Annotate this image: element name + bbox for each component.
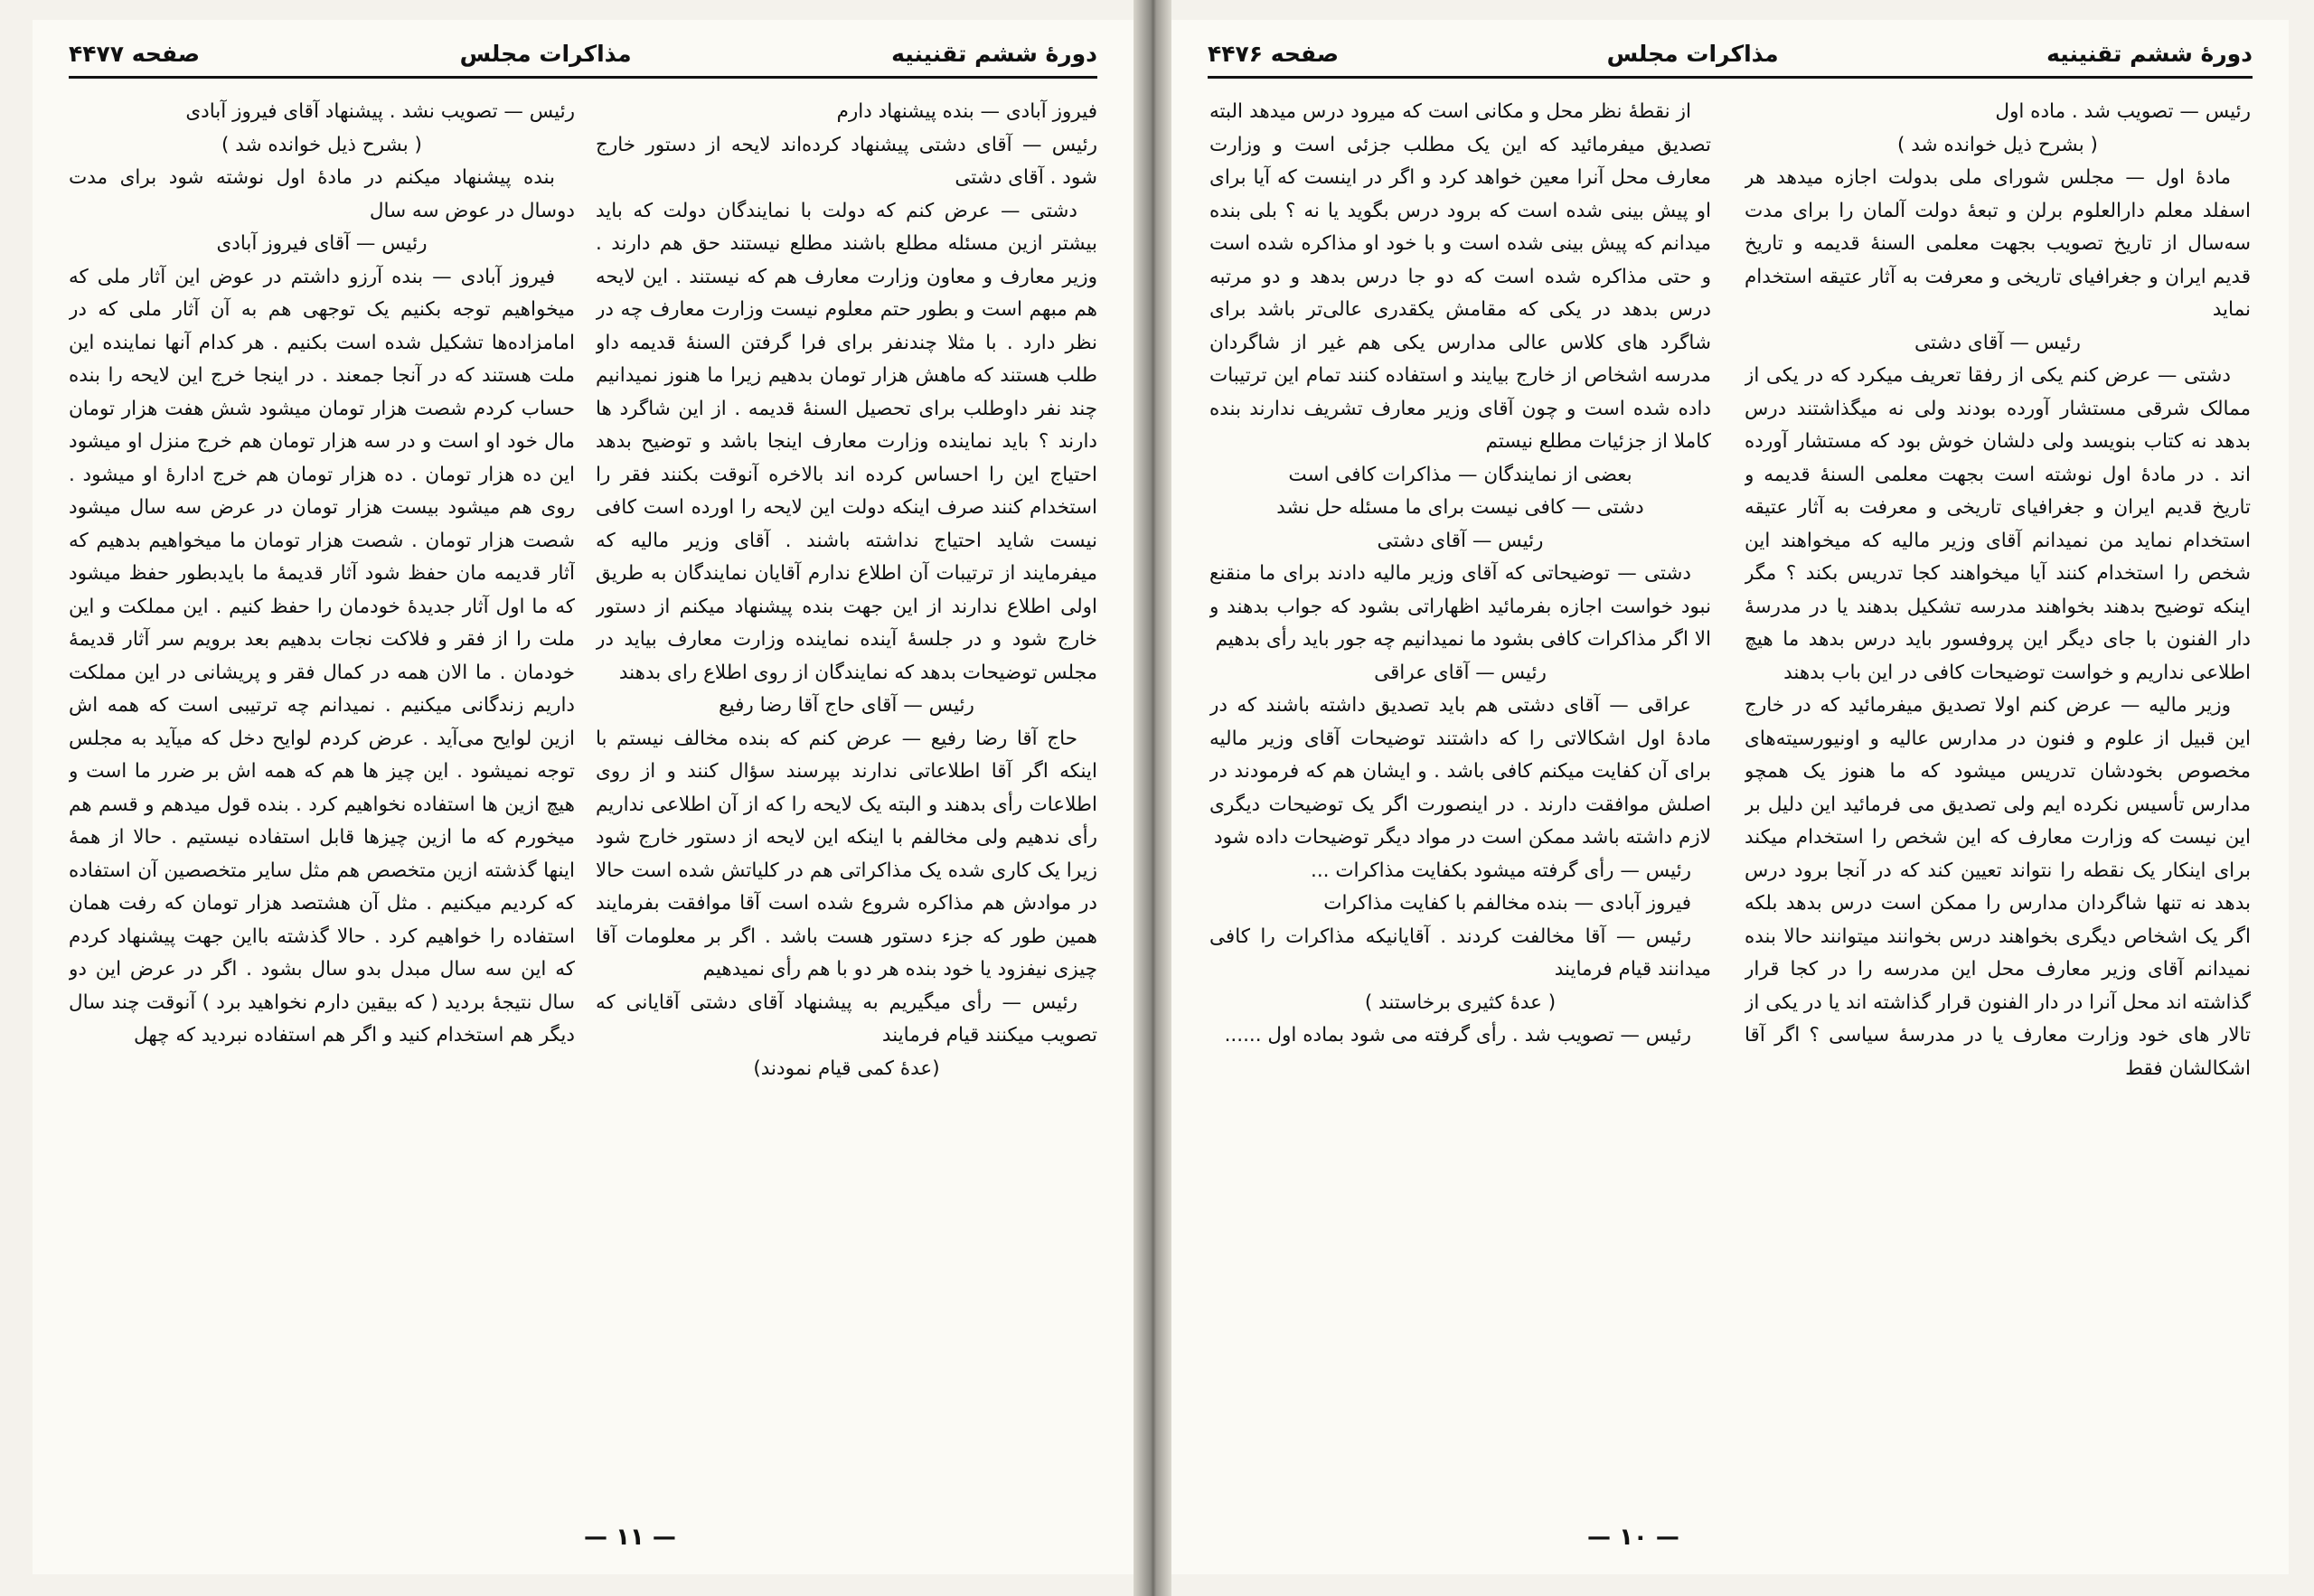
paragraph: (عدهٔ کمی قیام نمودند) xyxy=(753,1056,940,1080)
left-page-folio: — ۱۱ — xyxy=(584,1524,676,1551)
paragraph: دشتی — کافی نیست برای ما مسئله حل نشد xyxy=(1276,496,1644,519)
paragraph: ( بشرح ذیل خوانده شد ) xyxy=(1897,133,2098,156)
right-page-right-column xyxy=(1745,96,2251,1502)
paragraph: رئیس — آقای حاج آقا رضا رفیع xyxy=(719,694,974,717)
paragraph: رئیس — آقای دشتی xyxy=(1377,529,1544,552)
paragraph: دشتی — عرض کنم که دولت با نمایندگان دولت که باید بیشتر ازین مسئله مطلع باشند مطلع نیستند حق هم دارند . وزیر معارف و معاون وزارت معارف هم که نیستند . این لایحه هم مبهم است و بطور حتم معلوم نیست وزارت معارف چه در نظر دارد . با مثلا چندنفر برای فرا گرفتن السنهٔ قدیمه داو طلب هستند که ماهش هزار تومان بدهیم زیرا ما هنوز نمیدانیم چند نفر داوطلب برای تحصیل السنهٔ قدیمه . از این شاگرد ها دارند ؟ باید نماینده وزارت معارف اینجا باشد و توضیح بدهد احتیاج این را احساس کرده اند بالاخره آنوقت بکنند فقر را استخدام کنند صرف اینکه دولت این لایحه را اورده است کافی نیست شاید احتیاج نداشته باشند . آقای وزیر مالیه که میفرمایند از ترتیبات آن اطلاع ندارم آقایان نمایندگان به طریق اولی اطلاع ندارند از این جهت بنده پیشنهاد میکنم از دستور خارج شود و در جلسهٔ آینده نماینده وزارت معارف بیاید در مجلس توضیحات بدهد که نمایندگان از روی اطلاع رای بدهند xyxy=(596,199,1097,684)
paragraph: وزیر مالیه — عرض کنم اولا تصدیق میفرمائید که در خارج این قبیل از علوم و فنون در مدارس عالیه و اونیورسیته‌های مخصوص بخودشان تدریس میشود که ما هنوز یک همچو مدارس تأسیس نکرده ایم ولی تصدیق می فرمائید این دلیل بر این نیست که وزارت معارف که این شخص را استخدام میکند برای اینکار یک نقطه را نتواند تعیین کند که در آنجا برود درس بدهد نه تنها شاگردان مدارس را ممکن است درس بدهد بلکه اگر یک اشخاص دیگری بخواهند درس بخوانند میتوانند حالا بنده نمیدانم آقای وزیر معارف محل این مدرسه را در کجا قرار گذاشته اند محل آنرا در دار الفنون قرار گذاشته اند یا در یکی از تالار های خود وزارت معارف یا در مدرسهٔ سیاسی ؟ اگر آقا اشکالشان فقط xyxy=(1745,694,2251,1080)
paragraph: رئیس — رأی گرفته میشود بکفایت مذاکرات ... xyxy=(1310,859,1691,882)
paragraph: رئیس — آقای دشتی پیشنهاد کرده‌اند لایحه از دستور خارج شود . آقای دشتی xyxy=(596,133,1097,189)
left-header-rule xyxy=(69,76,1097,79)
right-header-rule xyxy=(1208,76,2253,79)
book-gutter xyxy=(1133,0,1171,1596)
right-header-title: مذاکرات مجلس xyxy=(1606,40,1779,67)
paragraph: رئیس — آقای عراقی xyxy=(1374,661,1547,684)
paragraph: از نقطهٔ نظر محل و مکانی است که میرود درس میدهد البته تصدیق میفرمائید که این یک مطلب جزئی است و وزارت معارف محل آنرا معین خواهد کرد و اگر در اینست که آیا برای او پیش بینی شده است که برود درس بگوید یا نه ؟ بلی بنده میدانم که پیش بینی شده است و با خود او مذاکره شده است و حتی مذاکره شده است که دو جا درس بدهد و دو مرتبه درس بدهد در یکی که مقامش یکقدری عالی‌تر باشد برای شاگرد های کلاس عالی مدارس یکی هم غیر از شاگردان مدرسه اشخاص از خارج بیایند و استفاده کنند تمام این ترتیبات داده شده است و چون آقای وزیر معارف تشریف ندارند بنده کاملا از جزئیات مطلع نیستم xyxy=(1209,100,1711,453)
right-page xyxy=(1171,20,2289,1574)
left-page-left-column xyxy=(69,96,575,1502)
right-page-left-column xyxy=(1209,96,1711,1502)
paragraph: رئیس — رأی میگیریم به پیشنهاد آقای دشتی آقایانی که تصویب میکنند قیام فرمایند xyxy=(596,990,1097,1047)
paragraph: دشتی — عرض کنم یکی از رفقا تعریف میکرد که در یکی از ممالک شرقی مستشار آورده بودند ولی نه میگذاشتند درس بدهد نه کتاب بنویسد ولی دلشان خوش بود که مستشار آورده اند . در مادهٔ اول نوشته است بجهت معلمی السنهٔ قدیمه و تاریخ قدیم ایران و جغرافیای تاریخی و معرفت به آثار عتیقه استخدام نماید من نمیدانم آقای وزیر مالیه که میخواهند این شخص را استخدام کنند آیا میخواهند کجا تدریس بکند ؟ مگر اینکه توضیح بدهند بخواهند مدرسه تشکیل بدهند یا در مدرسهٔ دار الفنون با جای دیگر این پروفسور باید درس بدهد ما هیچ اطلاعی نداریم و خواست توضیحات کافی در این باب بدهند xyxy=(1745,364,2251,684)
paragraph: رئیس — تصویب نشد . پیشنهاد آقای فیروز آبادی xyxy=(185,100,575,123)
right-page-header xyxy=(1208,33,2253,74)
paragraph: ( بشرح ذیل خوانده شد ) xyxy=(221,133,422,156)
right-header-session: دورهٔ ششم تقنینیه xyxy=(2046,40,2253,67)
paragraph: رئیس — آقای دشتی xyxy=(1914,331,2081,354)
paragraph: رئیس — تصویب شد . ماده اول xyxy=(1995,100,2251,123)
paragraph: فیروز آبادی — بنده مخالفم با کفایت مذاکرات xyxy=(1323,892,1691,915)
paragraph: رئیس — آقای فیروز آبادی xyxy=(216,232,428,255)
paragraph: دشتی — توضیحاتی که آقای وزیر مالیه دادند برای ما منقنع نبود خواست اجازه بفرمائید اظهاراتی بشود که جواب بدهند و الا اگر مذاکرات کافی بشود ما نمیدانیم چه جور باید رأی بدهیم xyxy=(1209,562,1711,651)
right-page-folio: — ۱۰ — xyxy=(1587,1524,1679,1551)
paragraph: ( عدهٔ کثیری برخاستند ) xyxy=(1364,990,1557,1014)
right-header-page-number: صفحه ۴۴۷۶ xyxy=(1208,40,1340,67)
paragraph: مادهٔ اول — مجلس شورای ملی بدولت اجازه میدهد هر اسفلد معلم دارالعلوم برلن و تبعهٔ دولت آلمان را برای مدت سه‌سال از تاریخ تصویب بجهت معلمی السنهٔ قدیمه و تاریخ قدیم ایران و جغرافیای تاریخی و معرفت به آثار عتیقه استخدام نماید xyxy=(1745,166,2251,321)
paragraph: فیروز آبادی — بنده پیشنهاد دارم xyxy=(836,100,1097,123)
left-page xyxy=(33,20,1133,1574)
left-page-right-column xyxy=(596,96,1097,1502)
paragraph: رئیس — تصویب شد . رأی گرفته می شود بماده اول ...... xyxy=(1224,1024,1691,1047)
paragraph: بنده پیشنهاد میکنم در مادهٔ اول نوشته شود برای مدت دوسال در عوض سه سال xyxy=(69,166,575,222)
left-page-header xyxy=(69,33,1097,74)
paragraph: فیروز آبادی — بنده آرزو داشتم در عوض این آثار ملی که میخواهیم توجه بکنیم یک توجهی هم به آن آثار ملی که در امامزاده‌ها تشکیل شده است بکنیم . هر کدام آنها نماینده این ملت هستند که در آنجا جمعند . در اینجا خرج این لایحه را بنده حساب کردم شصت هزار تومان میشود شش هفت هزار تومان مال خود او است و در سه هزار تومان هم خرج منزل او میشود این ده هزار تومان . ده هزار تومان هم خرج ادارهٔ او میشود . روی هم میشود بیست هزار تومان در عرض سه سال میشود شصت هزار تومان . شصت هزار تومان ما میخواهیم بدهیم که آثار قدیمه مان حفظ شود آثار قدیمهٔ ما بایدبطور حفظ میشود که ما اول آثار جدیدهٔ خودمان را حفظ کنیم . این مملکت و این ملت را از فقر و فلاکت نجات بدهیم بعد برویم سر آثار قدیمهٔ خودمان . ما الان همه در کمال فقر و پریشانی در این مملکت داریم زندگانی میکنیم . نمیدانم چه ترتیبی است که همه اش ازین لوایح می‌آید . عرض کردم لوایح دخل که میآید به مجلس توجه نمیشود . این چیز ها هم که همه اش بر ضرر ما است و هیچ ازین ها استفاده نخواهیم کرد . بنده قول میدهم و قسم هم میخورم که ما ازین چیزها قابل استفاده نیستیم . حالا از همهٔ اینها گذشته ازین متخصص هم مثل سایر متخصصین آن استفاده که کردیم میکنیم . مثل آن هشتصد هزار تومان که رفت همان استفاده را خواهیم کرد . حالا گذشته بااین جهت پیشنهاد کردم که این سه سال مبدل بدو سال بشود . اگر در عرض این دو سال نتیجهٔ بردید ( که بیقین دارم نخواهید برد ) آنوقت چند سال دیگر هم استخدام کنید و اگر هم استفاده نبردید که چهل xyxy=(69,265,575,1047)
paragraph: بعضی از نمایندگان — مذاکرات کافی است xyxy=(1288,463,1632,486)
left-header-page-number: صفحه ۴۴۷۷ xyxy=(69,40,201,67)
left-header-title: مذاکرات مجلس xyxy=(459,40,632,67)
paragraph: حاج آقا رضا رفیع — عرض کنم که بنده مخالف نیستم با اینکه اگر آقا اطلاعاتی ندارند بپرسند سؤال کنند و از روی اطلاعات رأی بدهند و البته یک لایحه را که از آن اطلاعی نداریم رأی ندهیم ولی مخالفم با اینکه این لایحه از دستور خارج شود زیرا یک کاری شده یک مذاکراتی هم در کلیاتش شده است حالا در موادش هم مذاکره شروع شده است آقا موافقت بفرمایند همین طور که جزء دستور هست باشد . اگر بر معلومات آقا چیزی نیفزود یا خود بنده هر دو با هم رأی نمیدهیم xyxy=(596,727,1097,981)
left-header-session: دورهٔ ششم تقنینیه xyxy=(891,40,1097,67)
paragraph: عراقی — آقای دشتی هم باید تصدیق داشته باشند که در مادهٔ اول اشکالاتی را که داشتند توضیحات آقای وزیر مالیه برای آن کفایت میکنم کافی باشد . و ایشان هم که فرمودند در اصلش موافقت دارند . در اینصورت اگر یک توضیحات دیگری لازم داشته باشد ممکن است در مواد دیگر توضیحات داده شود xyxy=(1209,694,1711,849)
paragraph: رئیس — آقا مخالفت کردند . آقایانیکه مذاکرات را کافی میدانند قیام فرمایند xyxy=(1209,925,1711,981)
